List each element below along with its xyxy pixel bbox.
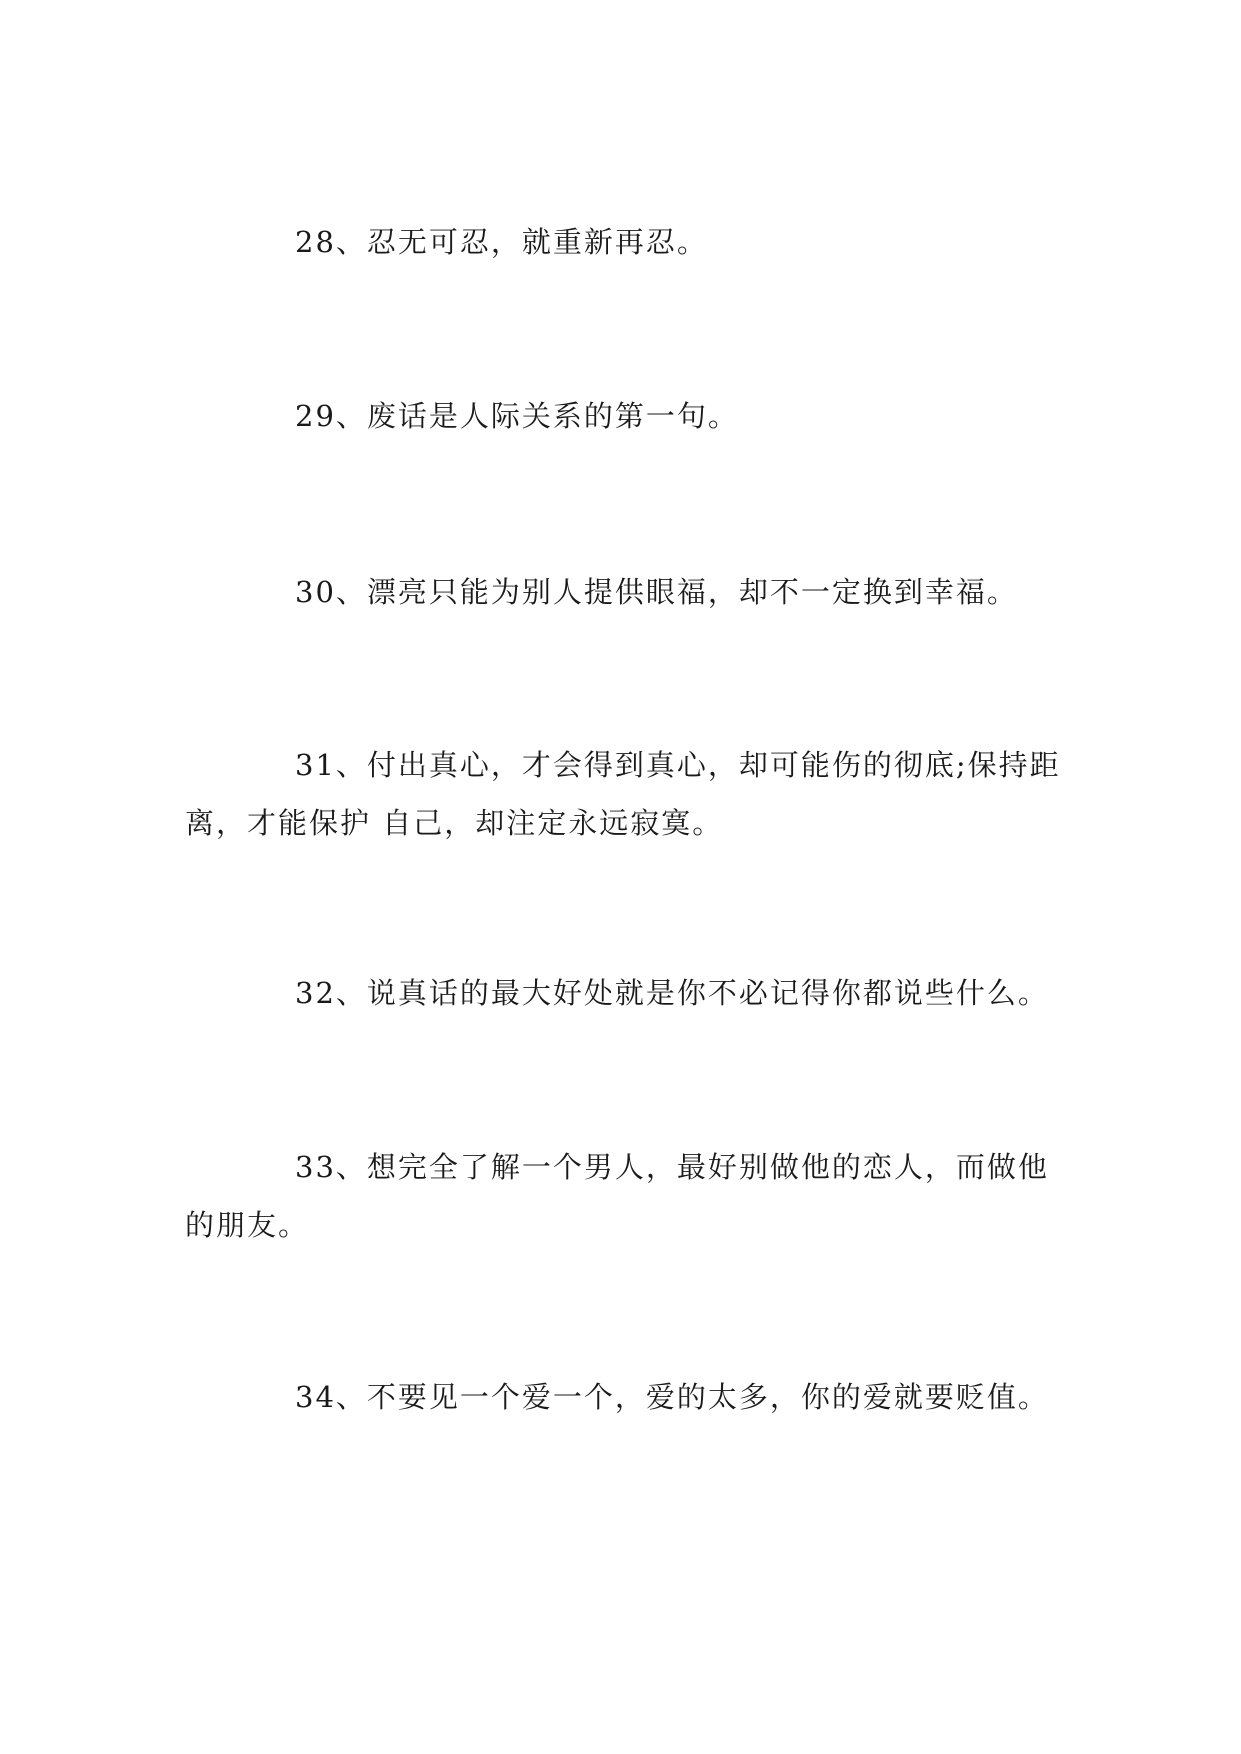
paragraph-32: 32、说真话的最大好处就是你不必记得你都说些什么。	[295, 976, 1049, 1010]
paragraph-30: 30、漂亮只能为别人提供眼福，却不一定换到幸福。	[295, 575, 1018, 609]
paragraph-34: 34、不要见一个爱一个，爱的太多，你的爱就要贬值。	[295, 1380, 1049, 1414]
paragraph-29: 29、废话是人际关系的第一句。	[295, 399, 739, 433]
paragraph-28: 28、忍无可忍，就重新再忍。	[295, 225, 708, 259]
paragraph-31: 31、付出真心，才会得到真心，却可能伤的彻底;保持距离，才能保护 自己，却注定永远寂寞。	[185, 748, 1061, 840]
paragraph-33: 33、想完全了解一个男人，最好别做他的恋人，而做他的朋友。	[185, 1150, 1049, 1242]
